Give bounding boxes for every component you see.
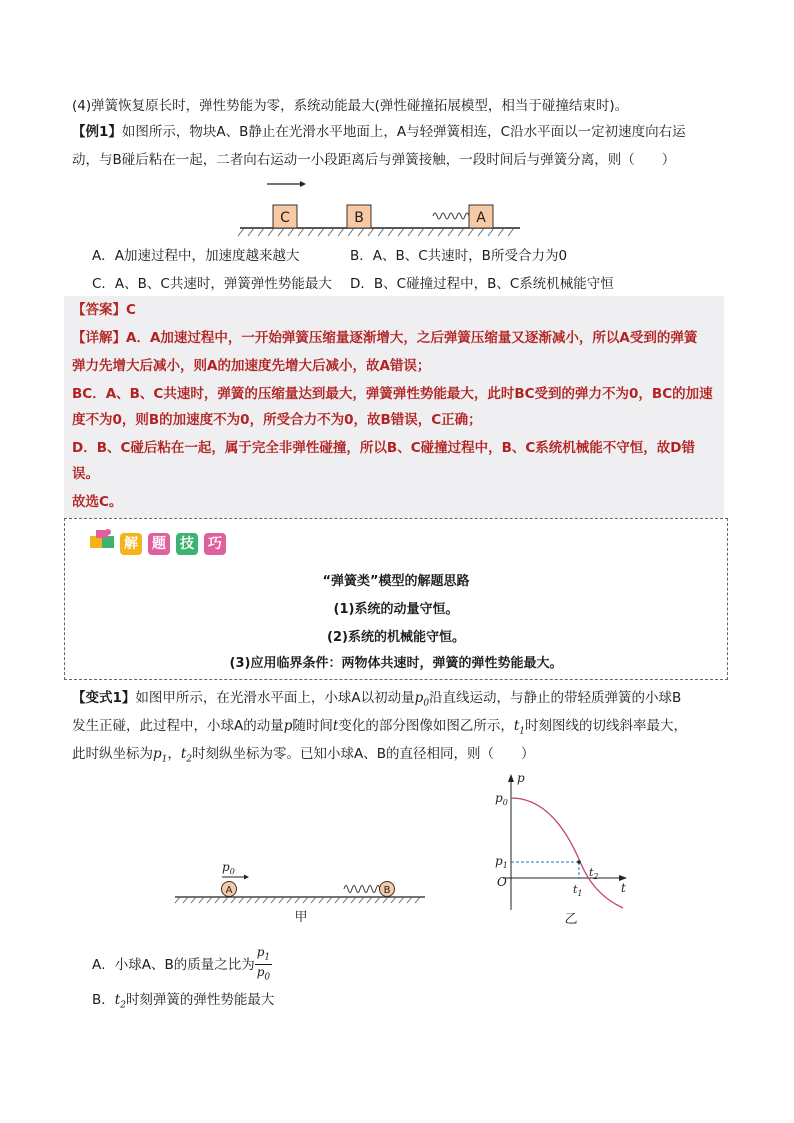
variant-option-a-text: A．小球A、B的质量之比为 xyxy=(92,956,255,973)
figure-jia xyxy=(170,855,430,925)
jia-hatching xyxy=(175,897,420,903)
tips-item-2: (2)系统的机械能守恒。 xyxy=(327,630,465,645)
tips-item-3: (3)应用临界条件：两物体共速时，弹簧的弹性势能最大。 xyxy=(229,656,563,671)
block-a-label: A xyxy=(476,210,486,226)
puzzle-icon xyxy=(88,528,118,556)
spring xyxy=(433,213,469,219)
tips-badge-4: 巧 xyxy=(204,533,226,555)
figure-yi xyxy=(485,770,635,930)
block-b-label: B xyxy=(354,210,364,226)
example1-text-line1: 如图所示，物块A、B静止在光滑水平地面上，A与轻弹簧相连，C沿水平面以一定初速度向右运 xyxy=(121,124,686,140)
variant1-text-3c: 时刻纵坐标为零。已知小球A、B的直径相同，则（ ） xyxy=(192,746,535,762)
variant1-text-2d: 时刻图线的切线斜率最大， xyxy=(525,718,688,734)
t1-point xyxy=(577,860,581,864)
detail-text-7: 故选C。 xyxy=(72,494,123,510)
graph-t1-label: $t_1$ xyxy=(573,883,583,898)
mass-ratio-fraction: $\frac{p_1}{p_0}$ xyxy=(256,945,271,983)
example1-figure xyxy=(230,170,530,240)
option-a: A．A加速过程中，加速度越来越大 xyxy=(92,248,300,264)
ball-a-label: A xyxy=(225,885,233,896)
detail-text-2: 弹力先增大后减小，则A的加速度先增大后减小，故A错误； xyxy=(72,358,431,374)
variant1-tag: 【变式1】 xyxy=(72,690,136,706)
variant1-text-2c: 变化的部分图像如图乙所示， xyxy=(338,718,514,734)
symbol-t2: $t_2$ xyxy=(180,746,193,765)
tips-badge-3: 技 xyxy=(176,533,198,555)
answer-value: C xyxy=(126,302,136,318)
variant1-text-2b: 随时间 xyxy=(292,718,333,734)
jia-spring xyxy=(344,886,380,893)
tips-badge-1: 解 xyxy=(120,533,142,555)
detail-text-6: 误。 xyxy=(72,466,99,482)
variant1-text-1b: 沿直线运动，与静止的带轻质弹簧的小球B xyxy=(429,690,682,706)
variant1-line3 xyxy=(72,744,535,770)
variant-option-b-text: 时刻弹簧的弹性势能最大 xyxy=(125,992,275,1008)
example1-tag: 【例1】 xyxy=(72,124,122,140)
detail-label: 【详解】 xyxy=(72,330,126,346)
detail-text-3: BC．A、B、C共速时，弹簧的压缩量达到最大，弹簧弹性势能最大，此时BC受到的弹力不为0，BC的加速 xyxy=(72,386,713,402)
graph-origin-label: O xyxy=(497,875,507,889)
variant1-text-3a: 此时纵坐标为 xyxy=(72,746,153,762)
variant1-line2 xyxy=(72,716,687,742)
graph-t-label: t xyxy=(621,881,626,895)
figure-jia-caption: 甲 xyxy=(294,910,308,925)
variant-option-a xyxy=(92,945,272,985)
answer-label: 【答案】 xyxy=(72,302,126,318)
momentum-curve xyxy=(511,798,623,908)
tips-item-1: (1)系统的动量守恒。 xyxy=(333,602,459,617)
tips-badge-2: 题 xyxy=(148,533,170,555)
symbol-p1: $p_1$ xyxy=(153,746,168,765)
detail-text-5: D．B、C碰后粘在一起，属于完全非弹性碰撞，所以B、C碰撞过程中，B、C系统机械能不守恒，故D错 xyxy=(72,440,696,456)
answer-line xyxy=(72,300,136,320)
graph-t2-label: $t_2$ xyxy=(589,866,599,881)
option-d: D．B、C碰撞过程中，B、C系统机械能守恒 xyxy=(350,276,614,292)
jia-arrow-head xyxy=(244,875,249,880)
detail-text-4: 度不为0，则B的加速度不为0，所受合力不为0，故B错误，C正确； xyxy=(72,412,482,428)
jia-p0-label: $p_0$ xyxy=(222,860,235,876)
ground-hatching xyxy=(238,228,514,236)
velocity-arrow-head xyxy=(300,181,306,187)
example1-question-line1 xyxy=(72,122,686,142)
example1-text-line2: 动，与B碰后粘在一起，二者向右运动一小段距离后与弹簧接触，一段时间后与弹簧分离，则（ ） xyxy=(72,152,676,168)
tips-title: “弹簧类”模型的解题思路 xyxy=(322,574,470,589)
option-c: C．A、B、C共速时，弹簧弹性势能最大 xyxy=(92,276,332,292)
figure-yi-caption: 乙 xyxy=(564,912,578,927)
graph-p-label: p xyxy=(517,771,525,785)
variant1-line1 xyxy=(72,688,681,714)
option-b: B．A、B、C共速时，B所受合力为0 xyxy=(350,248,568,264)
symbol-t: t xyxy=(332,718,339,734)
detail-text-1: A．A加速过程中，一开始弹簧压缩量逐渐增大，之后弹簧压缩量又逐渐减小，所以A受到的弹簧 xyxy=(126,330,698,346)
symbol-p: p xyxy=(283,718,293,734)
graph-p1-label: $p_1$ xyxy=(495,854,508,870)
symbol-t1: $t_1$ xyxy=(513,718,526,737)
block-c-label: C xyxy=(280,210,290,226)
detail-line-1 xyxy=(72,328,697,348)
variant-option-b-prefix: B． xyxy=(92,992,115,1008)
p-axis-arrow xyxy=(508,774,514,782)
ball-b-label: B xyxy=(383,885,391,896)
variant1-text-3b: ， xyxy=(167,746,181,762)
variant1-text-2a: 发生正碰，此过程中，小球A的动量 xyxy=(72,718,284,734)
variant-option-b xyxy=(92,990,274,1016)
option-b-t2-symbol: $t_2$ xyxy=(114,992,126,1011)
graph-p0-label: $p_0$ xyxy=(495,791,508,807)
variant1-text-1a: 如图甲所示，在光滑水平面上，小球A以初动量 xyxy=(135,690,415,706)
symbol-p0: $p_0$ xyxy=(414,690,430,709)
intro-paragraph: (4)弹簧恢复原长时，弹性势能为零，系统动能最大(弹性碰撞拓展模型，相当于碰撞结束时)。 xyxy=(72,98,629,114)
